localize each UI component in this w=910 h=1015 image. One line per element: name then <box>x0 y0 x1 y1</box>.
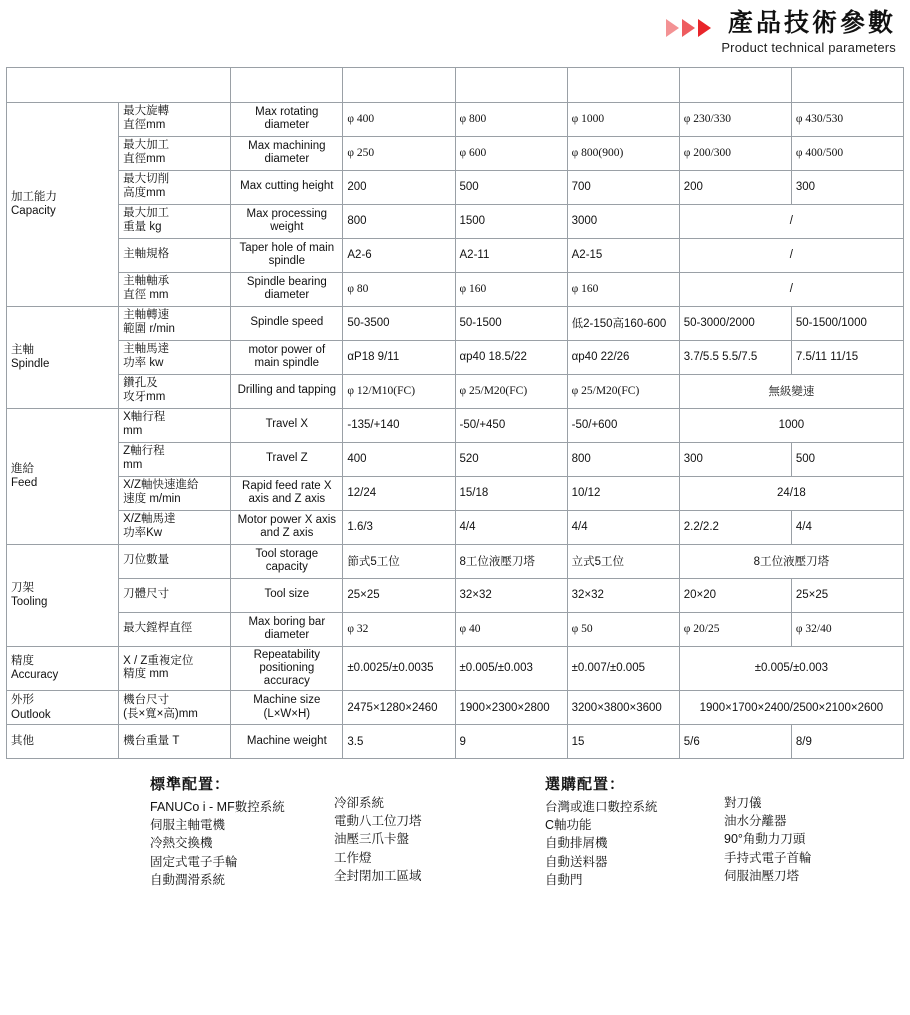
list-item: 全封閉加工區域 <box>334 868 422 883</box>
cell-value: 25×25 <box>791 578 903 612</box>
list-item: 工作燈 <box>334 850 372 865</box>
standard-config-list-2 <box>334 794 509 885</box>
group-label-spindle: 主軸 Spindle <box>7 306 119 408</box>
cell-value: 800 <box>567 442 679 476</box>
list-item: 伺服油壓刀塔 <box>724 868 800 883</box>
row-label-cn: 刀體尺寸 <box>119 578 231 612</box>
table-row <box>7 612 904 646</box>
list-item: 自動潤滑系統 <box>150 872 226 887</box>
spec-table-head <box>7 67 904 102</box>
row-label-cn: X/Z軸快速進給 速度 m/min <box>119 476 231 510</box>
optional-config-title: 選購配置： <box>545 776 626 794</box>
col-header-6: BYVTD-400/500 <box>791 67 903 102</box>
cell-value: 立式5工位 <box>567 544 679 578</box>
cell-value: φ 430/530 <box>791 102 903 136</box>
table-row <box>7 306 904 340</box>
row-label-cn: 最大鏜桿直徑 <box>119 612 231 646</box>
cell-value: 32×32 <box>455 578 567 612</box>
list-item: 手持式電子首輪 <box>724 850 812 865</box>
cell-value: φ 50 <box>567 612 679 646</box>
table-row <box>7 544 904 578</box>
cell-value: 10/12 <box>567 476 679 510</box>
row-label-en: Taper hole of main spindle <box>231 238 343 272</box>
row-label-en: Machine weight <box>231 725 343 759</box>
table-row <box>7 578 904 612</box>
table-row <box>7 170 904 204</box>
cell-value: 1900×1700×2400/2500×2100×2600 <box>679 691 903 725</box>
list-item: 自動排屑機 <box>545 836 608 851</box>
cell-value: 200 <box>343 170 455 204</box>
row-label-en: Tool storage capacity <box>231 544 343 578</box>
cell-value: 1500 <box>455 204 567 238</box>
cell-value: 15/18 <box>455 476 567 510</box>
cell-value: φ 80 <box>343 272 455 306</box>
cell-value: φ 400 <box>343 102 455 136</box>
cell-value: 3000 <box>567 204 679 238</box>
cell-value: 7.5/11 11/15 <box>791 340 903 374</box>
cell-value: φ 32/40 <box>791 612 903 646</box>
table-row <box>7 691 904 725</box>
header-titles <box>721 10 896 55</box>
standard-config-list-1 <box>150 798 320 889</box>
cell-value: φ 12/M10(FC) <box>343 374 455 408</box>
row-label-en: Max rotating diameter <box>231 102 343 136</box>
header-inner <box>666 10 896 55</box>
cell-value: φ 400/500 <box>791 136 903 170</box>
table-row <box>7 204 904 238</box>
row-label-en: Rapid feed rate X axis and Z axis <box>231 476 343 510</box>
cell-value: 12/24 <box>343 476 455 510</box>
cell-value: φ 20/25 <box>679 612 791 646</box>
list-item: 電動八工位刀塔 <box>334 814 422 829</box>
cell-value: 520 <box>455 442 567 476</box>
table-row <box>7 102 904 136</box>
row-label-cn: 最大切削 高度mm <box>119 170 231 204</box>
cell-value: 8工位液壓刀塔 <box>455 544 567 578</box>
col-header-3: BYVT-600 <box>455 67 567 102</box>
cell-value: 300 <box>791 170 903 204</box>
cell-value: 200 <box>679 170 791 204</box>
cell-value: φ 230/330 <box>679 102 791 136</box>
row-label-cn: 機台尺寸 (長×寬×高)mm <box>119 691 231 725</box>
standard-config-column-1 <box>150 773 334 889</box>
cell-value: 500 <box>791 442 903 476</box>
cell-value: 50-3500 <box>343 306 455 340</box>
table-row <box>7 238 904 272</box>
cell-value: φ 160 <box>455 272 567 306</box>
optional-config-list-2 <box>724 794 884 885</box>
list-item: 油壓三爪卡盤 <box>334 832 410 847</box>
cell-value: A2-6 <box>343 238 455 272</box>
configuration-section <box>150 773 910 889</box>
cell-value: 3200×3800×3600 <box>567 691 679 725</box>
list-item: 冷卻系統 <box>334 796 385 811</box>
cell-value: -135/+140 <box>343 408 455 442</box>
list-item: C軸功能 <box>545 818 592 833</box>
cell-value: 32×32 <box>567 578 679 612</box>
cell-value: 低2-150高160-600 <box>567 306 679 340</box>
cell-value: φ 25/M20(FC) <box>567 374 679 408</box>
row-label-cn: 鑽孔及 攻牙mm <box>119 374 231 408</box>
table-row <box>7 476 904 510</box>
cell-value: αp40 22/26 <box>567 340 679 374</box>
cell-value: φ 800 <box>455 102 567 136</box>
row-label-en: Spindle speed <box>231 306 343 340</box>
optional-config-title-spacer <box>724 773 884 790</box>
row-label-en: Repeatability positioning accuracy <box>231 646 343 691</box>
table-header-row <box>7 67 904 102</box>
cell-value: αp40 18.5/22 <box>455 340 567 374</box>
cell-value: 1900×2300×2800 <box>455 691 567 725</box>
cell-value: 300 <box>679 442 791 476</box>
group-label-other: 其他 <box>7 725 119 759</box>
cell-value: 400 <box>343 442 455 476</box>
cell-value: φ 40 <box>455 612 567 646</box>
cell-value: 4/4 <box>791 510 903 544</box>
row-label-cn: 最大旋轉 直徑mm <box>119 102 231 136</box>
cell-value: φ 160 <box>567 272 679 306</box>
cell-value: 800 <box>343 204 455 238</box>
cell-value: -50/+450 <box>455 408 567 442</box>
row-label-en: Machine size (L×W×H) <box>231 691 343 725</box>
cell-value: 節式5工位 <box>343 544 455 578</box>
cell-value: 50-3000/2000 <box>679 306 791 340</box>
table-row <box>7 408 904 442</box>
standard-config-title-spacer <box>334 773 509 790</box>
row-label-en: Travel Z <box>231 442 343 476</box>
spec-table-body <box>7 102 904 759</box>
col-header-5: BYVTD-200/300 <box>679 67 791 102</box>
row-label-en: Max cutting height <box>231 170 343 204</box>
cell-value: 4/4 <box>567 510 679 544</box>
cell-value: 1000 <box>679 408 903 442</box>
cell-value: αP18 9/11 <box>343 340 455 374</box>
page-header <box>0 0 910 61</box>
row-label-cn: 機台重量 T <box>119 725 231 759</box>
cell-value: 50-1500 <box>455 306 567 340</box>
list-item: 油水分離器 <box>724 814 787 829</box>
table-row <box>7 442 904 476</box>
table-row <box>7 272 904 306</box>
cell-value: 15 <box>567 725 679 759</box>
group-label-feed: 進給 Feed <box>7 408 119 544</box>
row-label-cn: 刀位數量 <box>119 544 231 578</box>
list-item: 固定式電子手輪 <box>150 854 238 869</box>
cell-value: 20×20 <box>679 578 791 612</box>
row-label-en: Max machining diameter <box>231 136 343 170</box>
cell-value: / <box>679 272 903 306</box>
cell-value: ±0.0025/±0.0035 <box>343 646 455 691</box>
row-label-en: Drilling and tapping <box>231 374 343 408</box>
cell-value: 9 <box>455 725 567 759</box>
optional-config-list-1 <box>545 798 710 889</box>
table-row <box>7 725 904 759</box>
row-label-cn: 主軸轉速 範圍 r/min <box>119 306 231 340</box>
config-spacer <box>523 773 545 889</box>
cell-value: -50/+600 <box>567 408 679 442</box>
cell-value: 3.5 <box>343 725 455 759</box>
cell-value: 8工位液壓刀塔 <box>679 544 903 578</box>
row-label-cn: Z軸行程 mm <box>119 442 231 476</box>
col-header-2: BYVT-200 <box>343 67 455 102</box>
cell-value: A2-15 <box>567 238 679 272</box>
list-item: 對刀儀 <box>724 796 762 811</box>
cell-value: A2-11 <box>455 238 567 272</box>
table-row <box>7 136 904 170</box>
list-item: 台灣或進口數控系統 <box>545 800 658 815</box>
group-label-tooling: 刀架 Tooling <box>7 544 119 646</box>
cell-value: 8/9 <box>791 725 903 759</box>
page-subtitle: Product technical parameters <box>721 39 896 55</box>
group-label-accuracy: 精度 Accuracy <box>7 646 119 691</box>
standard-config-column-2 <box>334 773 523 889</box>
cell-value: 1.6/3 <box>343 510 455 544</box>
row-label-cn: X軸行程 mm <box>119 408 231 442</box>
spec-table <box>6 67 904 760</box>
list-item: 自動送料器 <box>545 854 608 869</box>
optional-config-column-2 <box>724 773 898 889</box>
list-item: FANUCo i - MF數控系統 <box>150 800 285 815</box>
col-header-4: BYVT-800 <box>567 67 679 102</box>
cell-value: φ 800(900) <box>567 136 679 170</box>
cell-value: φ 32 <box>343 612 455 646</box>
cell-value: 24/18 <box>679 476 903 510</box>
cell-value: ±0.005/±0.003 <box>455 646 567 691</box>
cell-value: φ 200/300 <box>679 136 791 170</box>
row-label-en: Motor power X axis and Z axis <box>231 510 343 544</box>
cell-value: 500 <box>455 170 567 204</box>
cell-value: 50-1500/1000 <box>791 306 903 340</box>
cell-value: φ 600 <box>455 136 567 170</box>
list-item: 冷熱交換機 <box>150 836 213 851</box>
table-row <box>7 374 904 408</box>
cell-value: ±0.007/±0.005 <box>567 646 679 691</box>
page-title: 產品技術參數 <box>727 9 896 37</box>
cell-value: 無級變速 <box>679 374 903 408</box>
row-label-cn: X/Z軸馬達 功率Kw <box>119 510 231 544</box>
row-label-cn: 最大加工 直徑mm <box>119 136 231 170</box>
col-header-1: Technical ata <box>231 67 343 102</box>
cell-value: φ 1000 <box>567 102 679 136</box>
cell-value: ±0.005/±0.003 <box>679 646 903 691</box>
cell-value: 700 <box>567 170 679 204</box>
table-row <box>7 646 904 691</box>
cell-value: 4/4 <box>455 510 567 544</box>
cell-value: φ 250 <box>343 136 455 170</box>
group-label-capacity: 加工能力 Capacity <box>7 102 119 306</box>
row-label-cn: 主軸馬達 功率 kw <box>119 340 231 374</box>
list-item: 90°角動力刀頭 <box>724 832 806 847</box>
row-label-cn: X / Z重複定位 精度 mm <box>119 646 231 691</box>
list-item: 伺服主軸電機 <box>150 818 226 833</box>
row-label-cn: 主軸規格 <box>119 238 231 272</box>
row-label-en: Travel X <box>231 408 343 442</box>
row-label-en: Max processing weight <box>231 204 343 238</box>
row-label-en: motor power of main spindle <box>231 340 343 374</box>
cell-value: 3.7/5.5 5.5/7.5 <box>679 340 791 374</box>
row-label-en: Max boring bar diameter <box>231 612 343 646</box>
cell-value: 2475×1280×2460 <box>343 691 455 725</box>
table-row <box>7 340 904 374</box>
cell-value: φ 25/M20(FC) <box>455 374 567 408</box>
cell-value: 25×25 <box>343 578 455 612</box>
cell-value: / <box>679 204 903 238</box>
row-label-en: Spindle bearing diameter <box>231 272 343 306</box>
cell-value: 5/6 <box>679 725 791 759</box>
standard-config-title: 標準配置： <box>150 776 231 794</box>
col-header-0: 機械規格性能參數 <box>7 67 231 102</box>
table-row <box>7 510 904 544</box>
cell-value: / <box>679 238 903 272</box>
row-label-en: Tool size <box>231 578 343 612</box>
optional-config-column-1 <box>545 773 724 889</box>
row-label-cn: 主軸軸承 直徑 mm <box>119 272 231 306</box>
row-label-cn: 最大加工 重量 kg <box>119 204 231 238</box>
group-label-outlook: 外形 Outlook <box>7 691 119 725</box>
cell-value: 2.2/2.2 <box>679 510 791 544</box>
arrow-triangles-icon <box>666 19 711 45</box>
list-item: 自動門 <box>545 872 583 887</box>
